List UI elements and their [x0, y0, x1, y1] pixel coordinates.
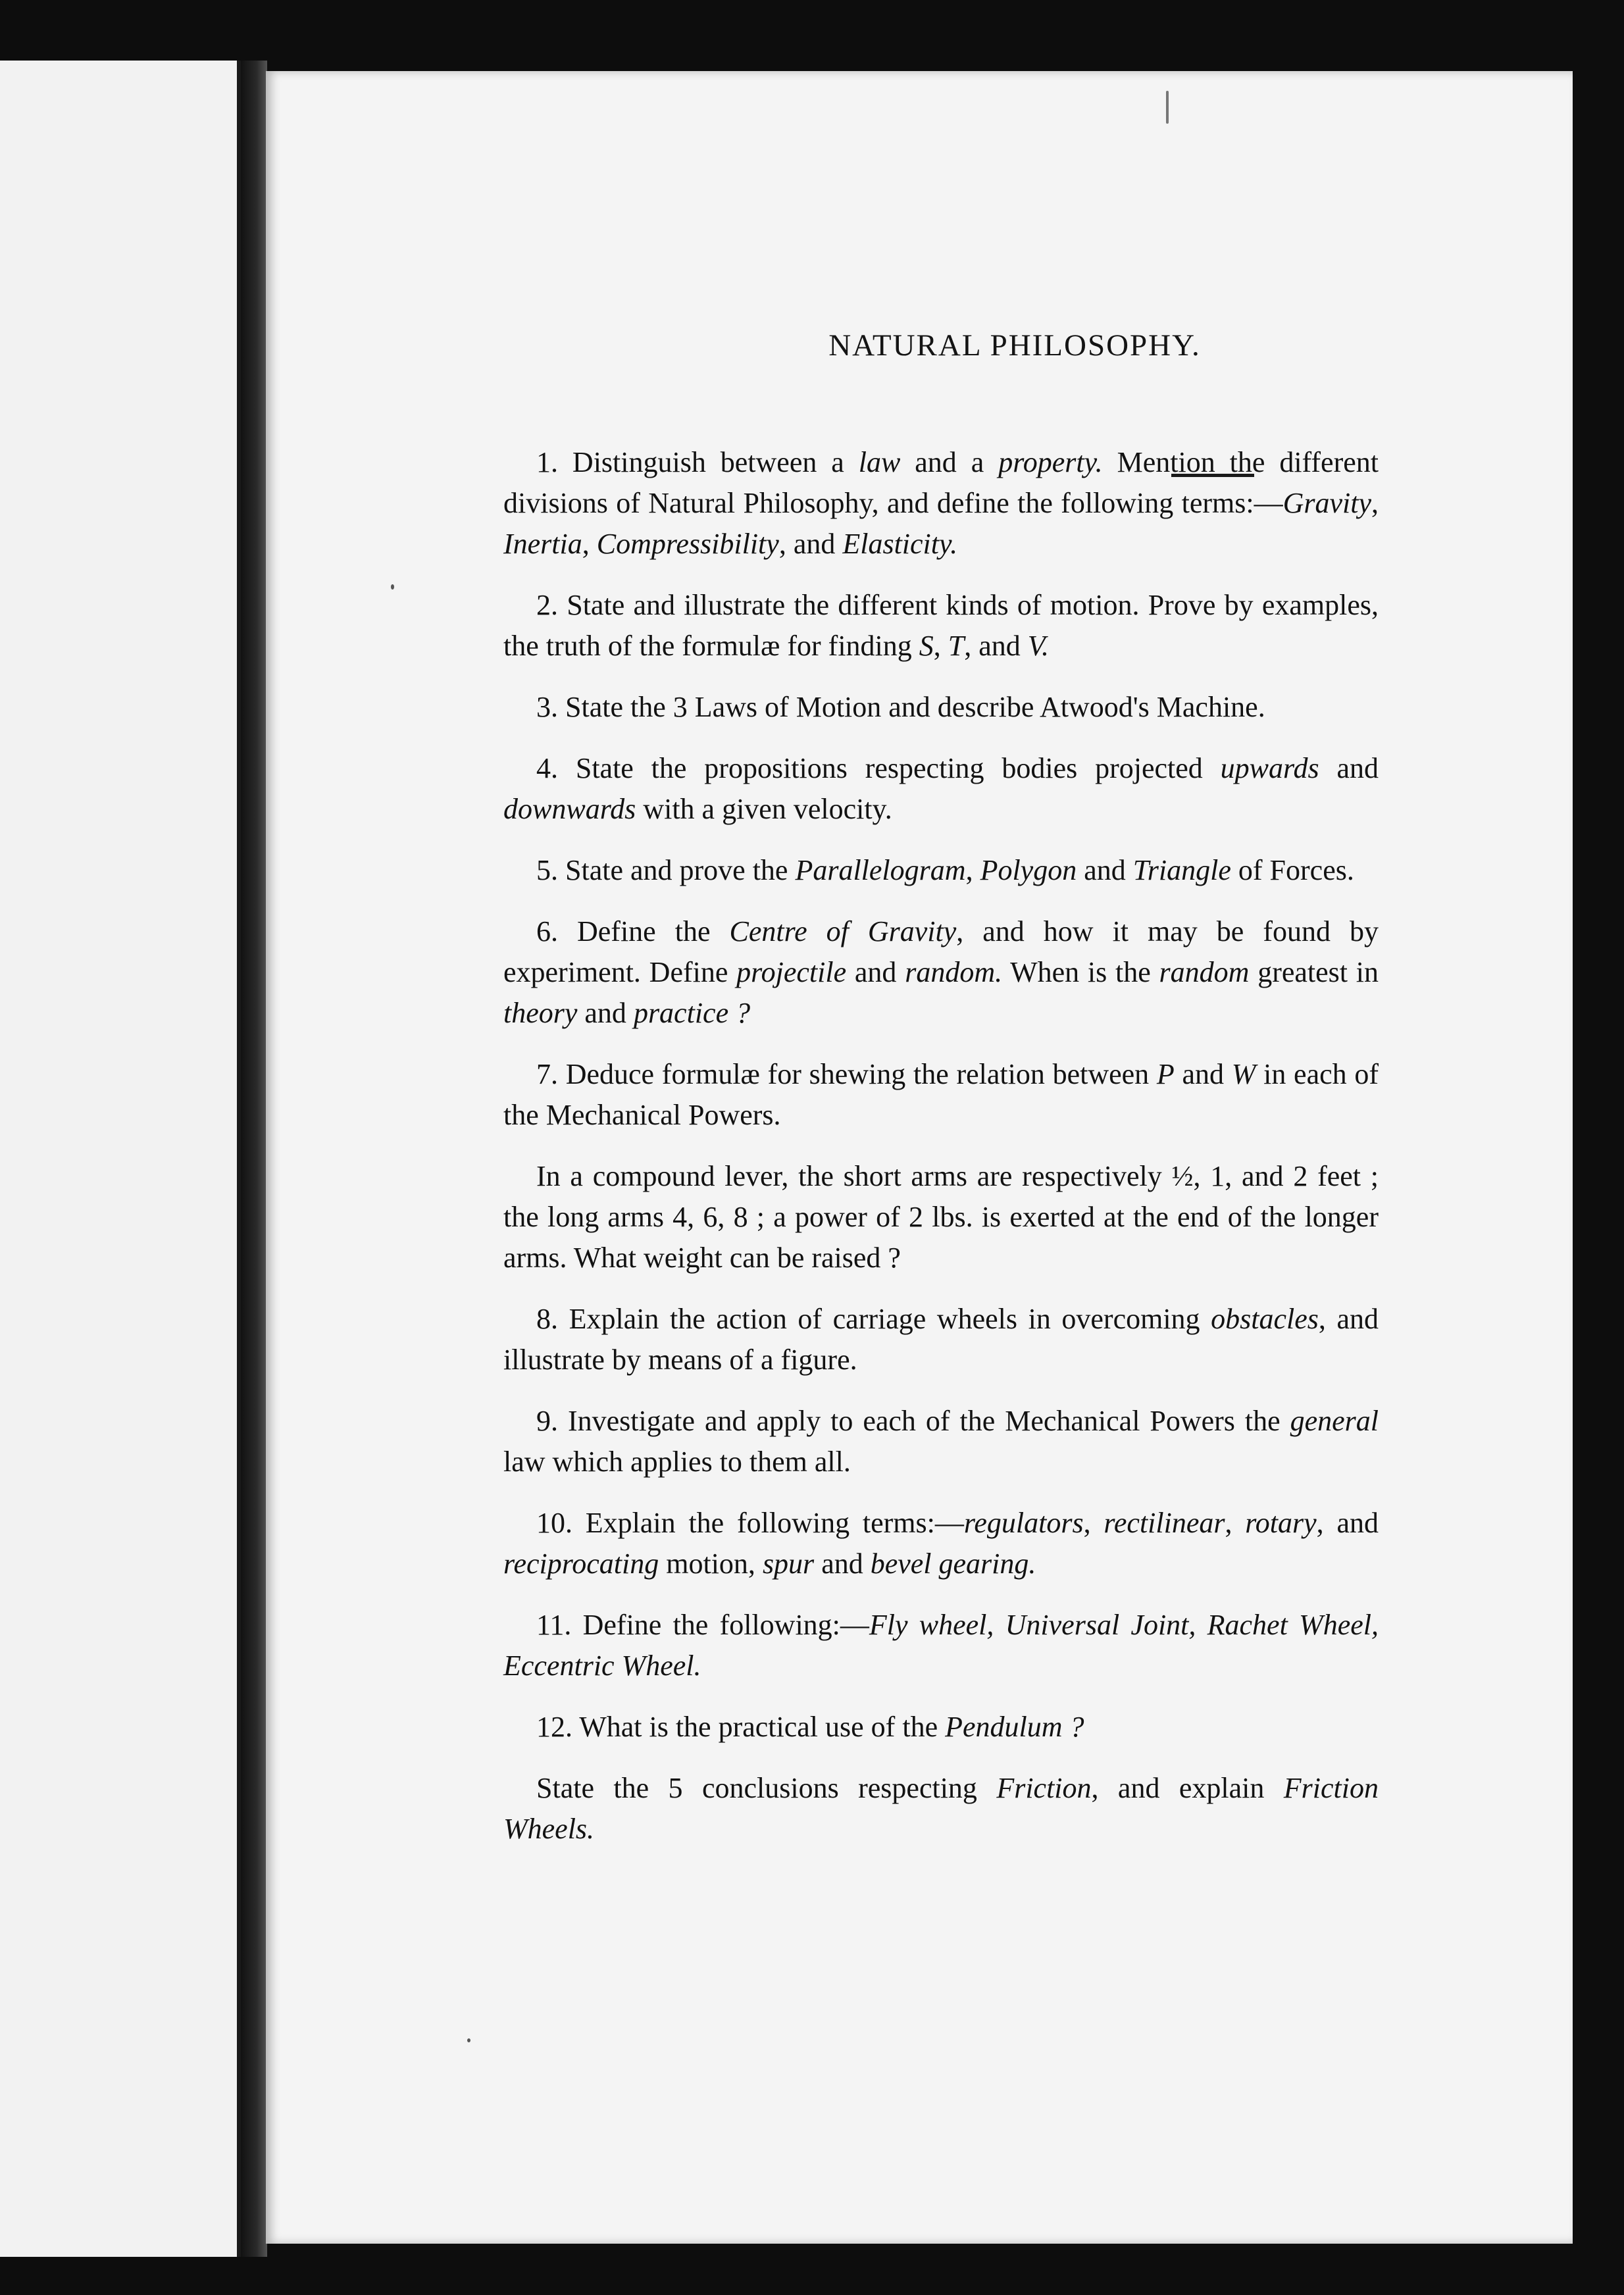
question-list [503, 442, 1379, 1870]
italic-term: T [948, 630, 965, 662]
question-text: , and how it may be found by experiment. Define [503, 915, 1379, 988]
question-text: , and explain [1091, 1772, 1284, 1804]
question-text: , [1083, 1507, 1104, 1539]
question-text: 10. Explain the following terms:— [536, 1507, 964, 1539]
italic-term: Pendulum ? [945, 1711, 1084, 1743]
italic-term: regulators [963, 1507, 1084, 1539]
italic-term: P [1156, 1058, 1175, 1090]
question-text: and [846, 956, 905, 988]
question-text: with a given velocity. [636, 793, 892, 825]
italic-term: Fly wheel, Universal Joint, Rachet Wheel, Eccentric Wheel. [503, 1609, 1379, 1682]
question-text: , and [964, 630, 1028, 662]
italic-term: obstacles [1211, 1303, 1319, 1335]
question-text: and a [900, 446, 999, 478]
question-text: , [965, 854, 980, 886]
question-text: 2. State and illustrate the different kinds of motion. Prove by examples, the truth of the formulæ for finding [503, 589, 1379, 662]
italic-term: Elasticity. [842, 528, 958, 560]
italic-term: Friction [996, 1772, 1092, 1804]
italic-term: theory [503, 997, 578, 1029]
question-text: motion, [659, 1548, 763, 1580]
italic-term: random [1159, 956, 1250, 988]
italic-term: projectile [736, 956, 847, 988]
question-text: , and [1316, 1507, 1379, 1539]
question-text: and [577, 997, 634, 1029]
page-title: NATURAL PHILOSOPHY. [828, 328, 1201, 363]
italic-term: Polygon [980, 854, 1077, 886]
question-text: , [1371, 487, 1379, 519]
question-text: 9. Investigate and apply to each of the Mechanical Powers the [536, 1405, 1290, 1437]
italic-term: Centre of Gravity [729, 915, 957, 947]
question-q9 [503, 1401, 1379, 1482]
italic-term: W [1231, 1058, 1256, 1090]
question-q7b [503, 1156, 1379, 1278]
question-q12 [503, 1707, 1379, 1748]
question-text: law which applies to them all. [503, 1446, 851, 1478]
italic-term: random. [905, 956, 1003, 988]
question-q10 [503, 1503, 1379, 1584]
italic-term: Gravity [1282, 487, 1371, 519]
question-text: , [933, 630, 948, 662]
question-q8 [503, 1299, 1379, 1380]
question-text: State the 5 conclusions respecting [536, 1772, 997, 1804]
italic-term: Triangle [1132, 854, 1231, 886]
question-q7 [503, 1054, 1379, 1136]
italic-term: Compressibility [596, 528, 779, 560]
question-q12b [503, 1768, 1379, 1850]
italic-term: law [858, 446, 901, 478]
question-text: , and illustrate by means of a figure. [503, 1303, 1379, 1376]
question-text: and [814, 1548, 871, 1580]
question-q6 [503, 911, 1379, 1034]
facing-page-edge [0, 61, 241, 2257]
question-text: and [1174, 1058, 1232, 1090]
question-text: 7. Deduce formulæ for shewing the relation between [536, 1058, 1157, 1090]
question-text: 3. State the 3 Laws of Motion and describe Atwood's Machine. [536, 691, 1265, 723]
italic-term: general [1290, 1405, 1379, 1437]
question-q4 [503, 748, 1379, 830]
question-text: 4. State the propositions respecting bodies projected [536, 752, 1221, 784]
question-text: Mention the different divisions of Natural Philosophy, and define the following terms:— [503, 446, 1379, 519]
question-q3 [503, 687, 1379, 728]
question-text: 8. Explain the action of carriage wheels in overcoming [536, 1303, 1211, 1335]
italic-term: Inertia [503, 528, 582, 560]
italic-term: Parallelogram [795, 854, 966, 886]
italic-term: V. [1027, 630, 1050, 662]
italic-term: spur [762, 1548, 815, 1580]
question-text: , and [778, 528, 843, 560]
question-text: in each of the Mechanical Powers. [503, 1058, 1379, 1131]
italic-term: rectilinear [1104, 1507, 1225, 1539]
question-q5 [503, 850, 1379, 891]
italic-term: Friction Wheels. [503, 1772, 1379, 1845]
question-text: 11. Define the following:— [536, 1609, 869, 1641]
italic-term: downwards [503, 793, 636, 825]
question-text: and [1077, 854, 1133, 886]
question-q2 [503, 585, 1379, 667]
question-text: , [1225, 1507, 1246, 1539]
question-text: greatest in [1249, 956, 1379, 988]
italic-term: reciprocating [503, 1548, 659, 1580]
italic-term: upwards [1220, 752, 1319, 784]
question-text: 1. Distinguish between a [536, 446, 859, 478]
question-text: of Forces. [1231, 854, 1354, 886]
italic-term: S [919, 630, 934, 662]
question-q1 [503, 442, 1379, 565]
italic-term: rotary [1245, 1507, 1317, 1539]
question-text: 5. State and prove the [536, 854, 796, 886]
italic-term: practice ? [633, 997, 751, 1029]
question-q11 [503, 1605, 1379, 1686]
question-text: 6. Define the [536, 915, 730, 947]
question-text: When is the [1002, 956, 1159, 988]
italic-term: bevel gearing. [870, 1548, 1036, 1580]
question-text: and [1319, 752, 1379, 784]
question-text: 12. What is the practical use of the [536, 1711, 946, 1743]
italic-term: property. [998, 446, 1103, 478]
question-text: In a compound lever, the short arms are respectively ½, 1, and 2 feet ; the long arms 4, 6, 8 ; a power of 2 lbs. is exerted at the end of the longer arms. What weight can be raised ? [503, 1160, 1379, 1274]
question-text: , [582, 528, 597, 560]
book-gutter [241, 61, 267, 2257]
